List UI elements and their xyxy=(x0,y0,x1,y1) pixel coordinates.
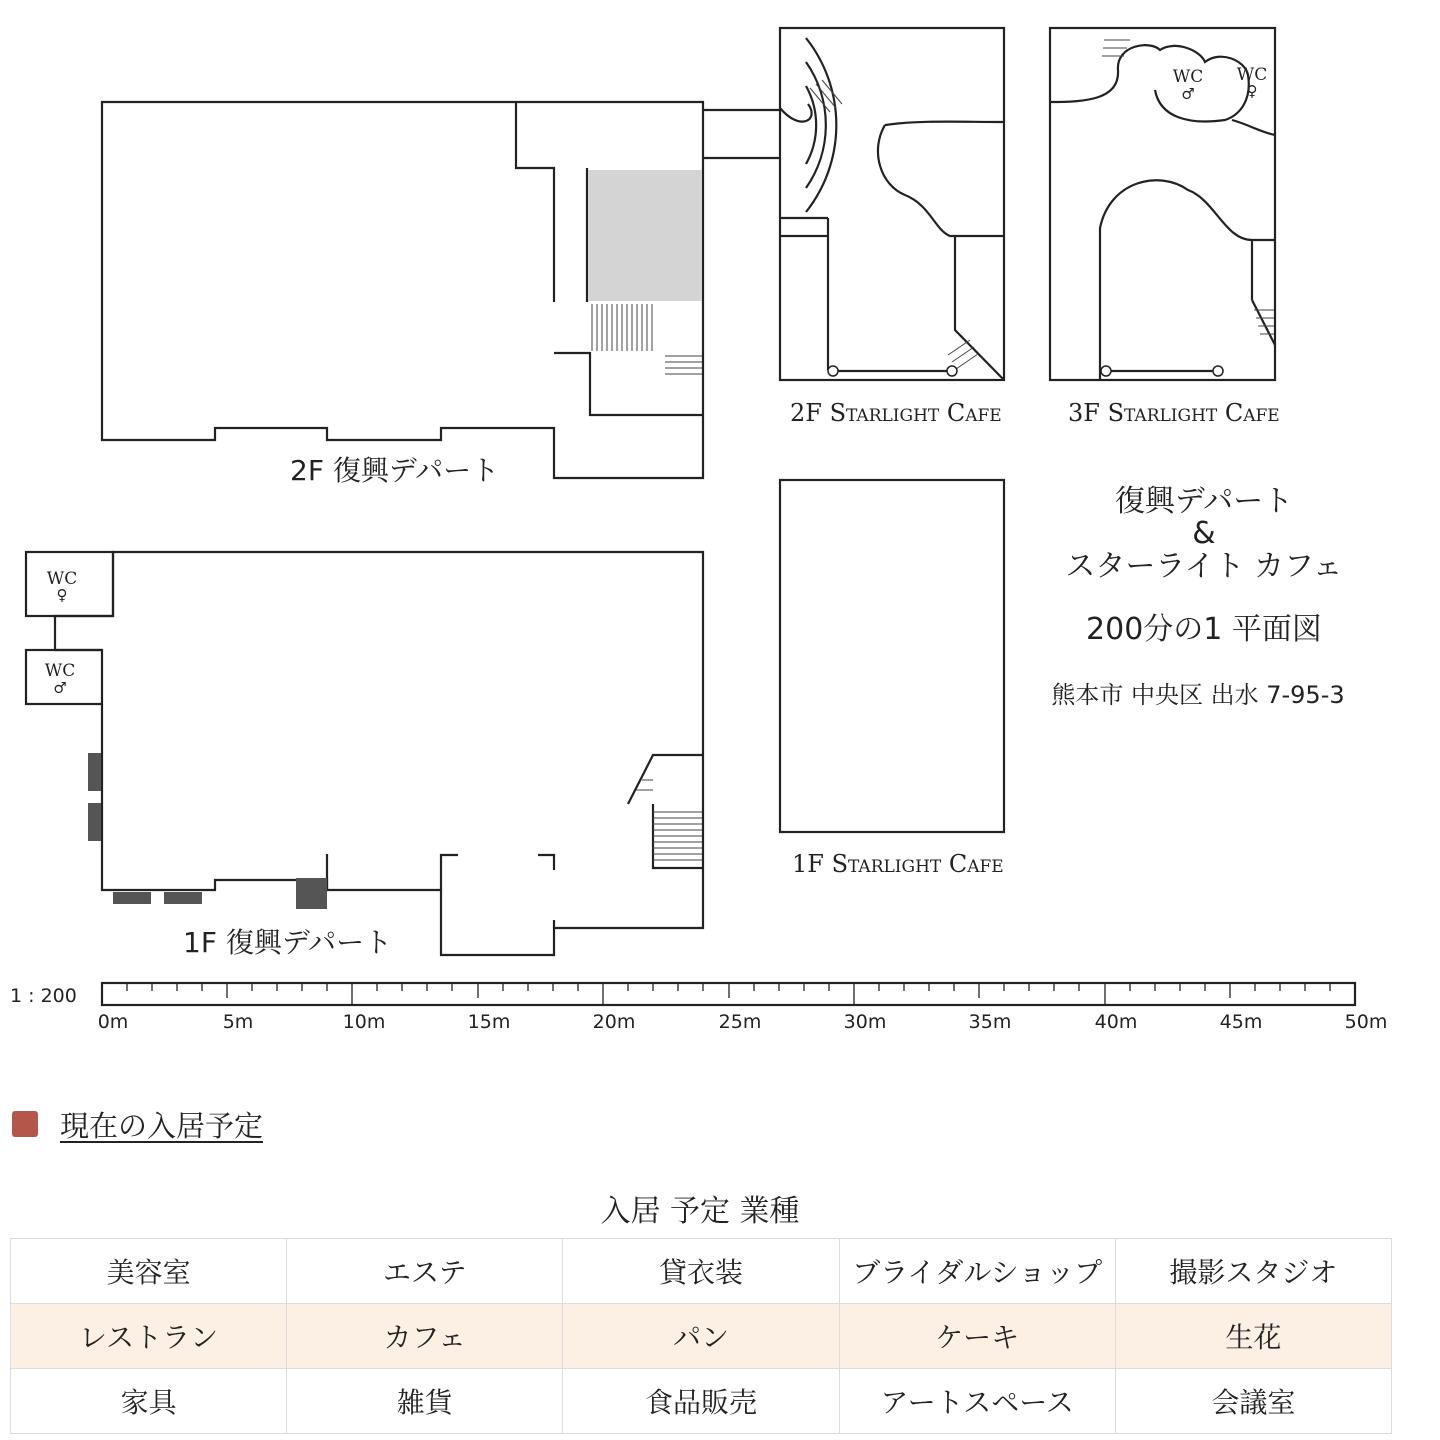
female-symbol: ♀ xyxy=(1246,82,1258,100)
dept-2f-stair-hatch xyxy=(592,304,702,374)
cafe-3f-stair-edge xyxy=(1252,300,1275,345)
wc-label: WC xyxy=(46,569,78,589)
column xyxy=(296,878,327,909)
scale-label: 40m xyxy=(1094,1011,1138,1033)
table-cell: 雑貨 xyxy=(287,1369,563,1434)
rail-post xyxy=(947,366,957,376)
table-cell: 生花 xyxy=(1115,1304,1391,1369)
table-cell: レストラン xyxy=(11,1304,287,1369)
legend-title-1: 復興デパート xyxy=(1114,484,1294,519)
scale-label: 0m xyxy=(97,1011,129,1033)
floor-number: 2F xyxy=(790,399,822,427)
cafe-name: Starlight Cafe xyxy=(1107,399,1280,427)
cafe-3f-curve-wall xyxy=(1050,45,1275,135)
column xyxy=(88,803,101,841)
cafe-2f-label xyxy=(790,399,1002,427)
table-cell: 貸衣装 xyxy=(563,1239,839,1304)
scale-label: 10m xyxy=(342,1011,386,1033)
dept-2f-label: 2F 復興デパート xyxy=(290,454,500,487)
cafe-stair-hatch xyxy=(810,40,1274,369)
scale-label: 50m xyxy=(1344,1011,1388,1033)
wc-label: WC xyxy=(44,661,76,681)
column xyxy=(164,892,202,904)
rail-post xyxy=(828,366,838,376)
scale-label: 35m xyxy=(968,1011,1012,1033)
business-table xyxy=(10,1238,1392,1434)
female-symbol: ♀ xyxy=(56,586,68,604)
cafe-2f-outline xyxy=(780,28,1004,380)
rail-post xyxy=(1101,366,1111,376)
scale-label: 30m xyxy=(843,1011,887,1033)
scale-label: 5m xyxy=(222,1011,254,1033)
dept-1f-columns xyxy=(88,753,327,909)
table-cell: ブライダルショップ xyxy=(839,1239,1115,1304)
table-row xyxy=(11,1239,1392,1304)
dept-2f-wall xyxy=(516,102,554,302)
bridge-corridor xyxy=(703,110,780,158)
cafe-name: Starlight Cafe xyxy=(829,399,1002,427)
scale-label: 20m xyxy=(592,1011,636,1033)
table-cell: エステ xyxy=(287,1239,563,1304)
dept-1f-entry-wall xyxy=(538,855,554,870)
dept-1f-entry-wall xyxy=(441,855,458,890)
cafe-3f-arch xyxy=(1100,180,1275,380)
stair-tread xyxy=(822,80,842,104)
section-marker-icon xyxy=(12,1111,38,1137)
legend-title-3: スターライト カフェ xyxy=(1065,549,1343,584)
dept-2f-core-fill xyxy=(588,170,702,301)
wc-label: WC xyxy=(1172,67,1204,87)
section-title[interactable]: 現在の入居予定 xyxy=(60,1108,264,1143)
cafe-1f-outline xyxy=(780,480,1004,832)
legend-scale: 200分の1 平面図 xyxy=(1086,612,1322,647)
cafe-2f-corner xyxy=(955,236,1004,380)
dept-1f-stair-hatch xyxy=(636,780,702,860)
cafe-2f-curve-wall xyxy=(878,122,1004,236)
scale-ratio: 1 : 200 xyxy=(10,985,77,1007)
rail-post xyxy=(1213,366,1223,376)
section-header xyxy=(12,1102,263,1146)
table-cell: 食品販売 xyxy=(563,1369,839,1434)
table-cell: 家具 xyxy=(11,1369,287,1434)
cafe-2f-spiral-stair xyxy=(806,38,836,212)
table-caption: 入居 予定 業種 xyxy=(600,1194,800,1229)
male-symbol: ♂ xyxy=(1181,85,1195,103)
legend-address: 熊本市 中央区 出水 7-95-3 xyxy=(1051,681,1345,709)
core-area xyxy=(588,170,702,301)
stair-tread xyxy=(948,340,970,355)
table-cell: 撮影スタジオ xyxy=(1115,1239,1391,1304)
table-cell: ケーキ xyxy=(839,1304,1115,1369)
wc-label: WC xyxy=(1236,65,1268,85)
dept-1f-label: 1F 復興デパート xyxy=(183,926,393,959)
stair-tread xyxy=(952,347,974,362)
stair-tread xyxy=(956,354,978,369)
table-cell: 会議室 xyxy=(1115,1369,1391,1434)
table-cell: カフェ xyxy=(287,1304,563,1369)
floor-number: 1F xyxy=(792,850,824,878)
dept-1f-outline xyxy=(55,552,703,955)
scale-label: 15m xyxy=(467,1011,511,1033)
table-row xyxy=(11,1369,1392,1434)
cafe-3f-label xyxy=(1068,399,1280,427)
legend-title-2: & xyxy=(1192,516,1216,551)
floor-number: 3F xyxy=(1068,399,1100,427)
table-cell: アートスペース xyxy=(839,1369,1115,1434)
table-cell: パン xyxy=(563,1304,839,1369)
table-row xyxy=(11,1304,1392,1369)
cafe-name: Starlight Cafe xyxy=(831,850,1004,878)
male-symbol: ♂ xyxy=(53,679,67,697)
scale-label: 45m xyxy=(1219,1011,1263,1033)
cafe-2f-door-curve xyxy=(780,104,812,122)
column xyxy=(113,892,151,904)
table-cell: 美容室 xyxy=(11,1239,287,1304)
scale-label: 25m xyxy=(718,1011,762,1033)
scale-bar-ticks xyxy=(102,983,1330,1005)
cafe-1f-label xyxy=(792,850,1004,878)
column xyxy=(88,753,101,791)
